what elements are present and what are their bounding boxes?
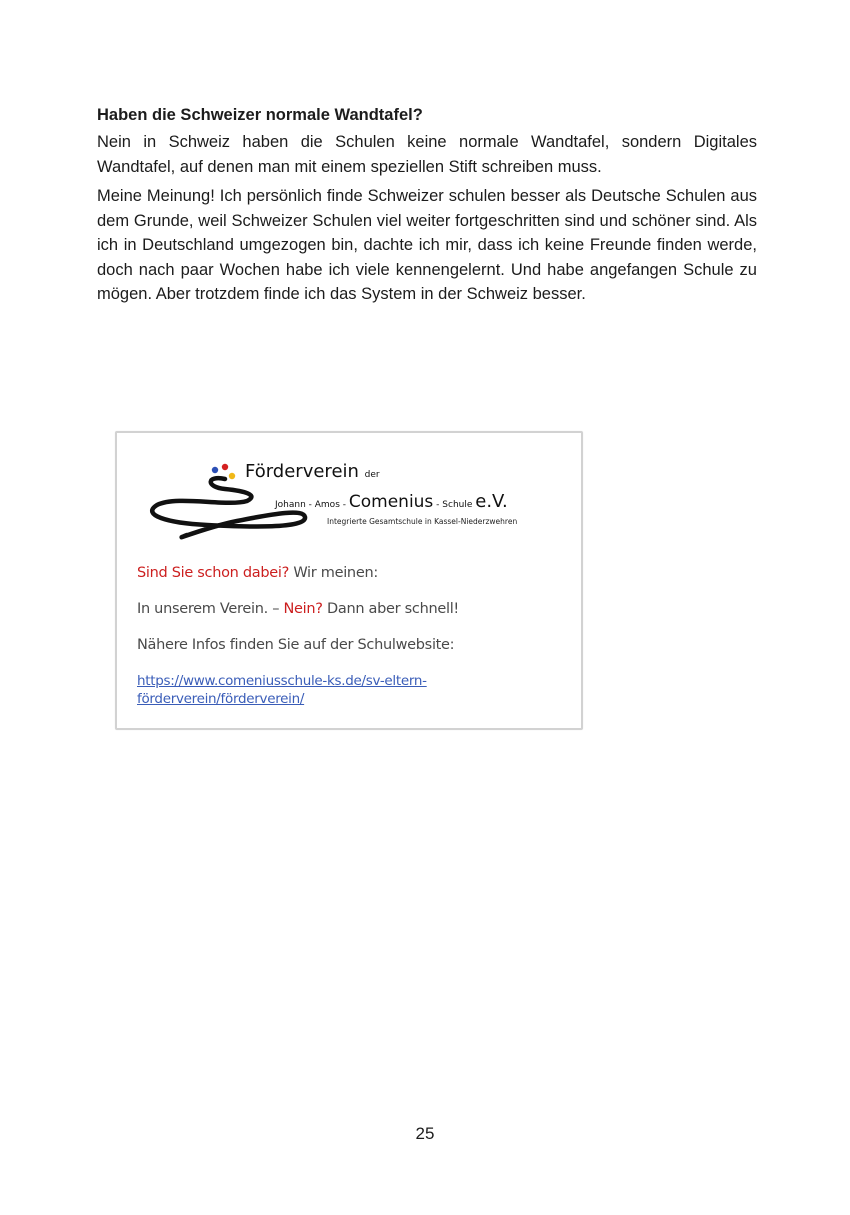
logo-title: Förderverein der <box>245 461 380 482</box>
school-website-link[interactable]: https://www.comeniusschule-ks.de/sv-eltern- förderverein/förderverein/ <box>137 673 427 707</box>
logo-school-name: Johann - Amos - Comenius - Schule e.V. <box>275 491 508 512</box>
page-number: 25 <box>415 1124 435 1143</box>
ad-invite-line: In unserem Verein. – Nein? Dann aber schnell! <box>137 601 459 617</box>
foerderverein-ad-box <box>115 431 583 730</box>
logo-subtitle: Integrierte Gesamtschule in Kassel-Niederzwehren <box>327 517 518 526</box>
ad-question-line: Sind Sie schon dabei? Wir meinen: <box>137 565 378 581</box>
ad-info-line: Nähere Infos finden Sie auf der Schulwebsite: <box>137 637 455 653</box>
paragraph-answer: Nein in Schweiz haben die Schulen keine normale Wandtafel, sondern Digitales Wandtafel, auf denen man mit einem speziellen Stift schreiben muss. <box>97 133 757 176</box>
section-heading: Haben die Schweizer normale Wandtafel? <box>97 106 423 124</box>
paragraph-opinion: Meine Meinung! Ich persönlich finde Schweizer schulen besser als Deutsche Schulen aus dem Grunde, weil Schweizer Schulen viel weiter fortgeschritten sind und schöner sind. Als ich in Deutschland umgezogen bin, dachte ich mir, dass ich keine Freunde finden werde, doch nach paar Wochen habe ich viele kennengelernt. Und habe angefangen Schule zu mögen. Aber trotzdem finde ich das System in der Schweiz besser. <box>97 187 757 304</box>
foerderverein-logo <box>147 445 567 545</box>
